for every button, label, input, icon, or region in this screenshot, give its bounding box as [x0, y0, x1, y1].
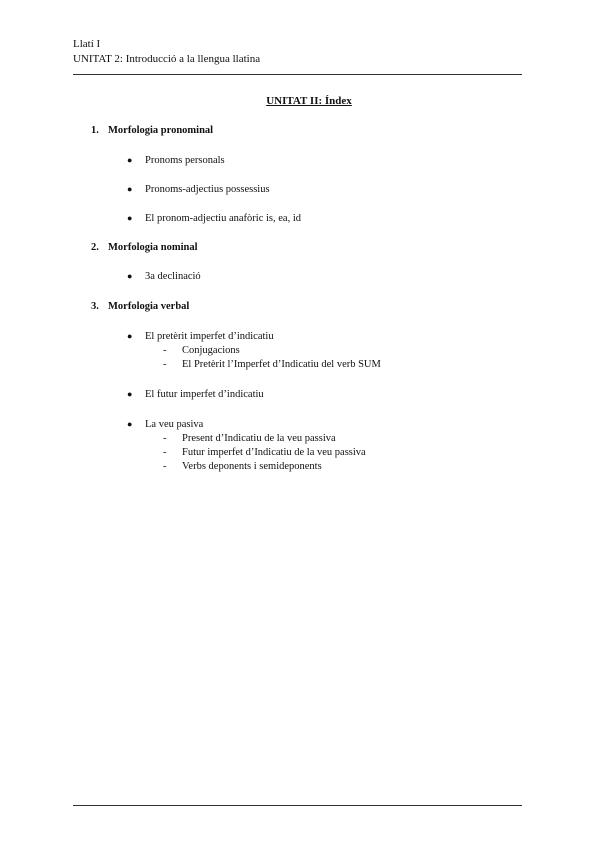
section-label: Morfologia nominal: [108, 242, 198, 253]
list-item: [127, 331, 274, 342]
sub-item: [163, 433, 336, 444]
sub-item-label: Conjugacions: [182, 345, 240, 356]
section-label: Morfologia pronominal: [108, 125, 214, 136]
sub-item: [163, 345, 240, 356]
bullet-icon: ●: [127, 271, 133, 281]
sub-item: [163, 461, 322, 472]
list-item-label: El futur imperfet d’indicatiu: [145, 389, 264, 400]
list-item-label: Pronoms-adjectius possessius: [145, 184, 270, 195]
list-item-label: La veu pasiva: [145, 419, 204, 430]
page-title: UNITAT II: Índex: [266, 95, 352, 107]
bullet-icon: ●: [127, 389, 133, 399]
bullet-icon: ●: [127, 213, 133, 223]
sub-item-label: El Pretèrit l’Imperfet d’Indicatiu del verb SUM: [182, 359, 381, 370]
bullet-icon: ●: [127, 155, 133, 165]
list-item: [127, 184, 270, 195]
sub-item-label: Present d’Indicatiu de la veu passiva: [182, 433, 336, 444]
section-number: 1.: [91, 125, 99, 136]
section-2: [91, 242, 198, 253]
section-number: 3.: [91, 301, 99, 312]
dash-icon: -: [163, 359, 167, 370]
list-item: [127, 389, 264, 400]
section-1: [91, 125, 213, 136]
sub-item-label: Futur imperfet d’Indicatiu de la veu passiva: [182, 447, 366, 458]
dash-icon: -: [163, 433, 167, 444]
list-item: [127, 419, 203, 430]
header-course: Llatí I: [73, 38, 101, 50]
sub-item-label: Verbs deponents i semideponents: [182, 461, 322, 472]
header-unit: UNITAT 2: Introducció a la llengua llatina: [73, 53, 261, 65]
section-number: 2.: [91, 242, 99, 253]
section-label: Morfologia verbal: [108, 301, 190, 312]
section-3: [91, 301, 189, 312]
list-item-label: El pretèrit imperfet d’indicatiu: [145, 331, 274, 342]
list-item: [127, 213, 301, 224]
list-item-label: El pronom-adjectiu anafòric is, ea, id: [145, 213, 301, 224]
bullet-icon: ●: [127, 419, 133, 429]
page-header: [73, 37, 260, 67]
header-rule: [73, 74, 522, 75]
list-item: [127, 155, 225, 166]
list-item-label: Pronoms personals: [145, 155, 225, 166]
list-item: [127, 271, 201, 282]
footer-rule: [73, 805, 522, 806]
dash-icon: -: [163, 447, 167, 458]
bullet-icon: ●: [127, 331, 133, 341]
dash-icon: -: [163, 345, 167, 356]
sub-item: [163, 447, 366, 458]
bullet-icon: ●: [127, 184, 133, 194]
dash-icon: -: [163, 461, 167, 472]
sub-item: [163, 359, 381, 370]
list-item-label: 3a declinació: [145, 271, 201, 282]
